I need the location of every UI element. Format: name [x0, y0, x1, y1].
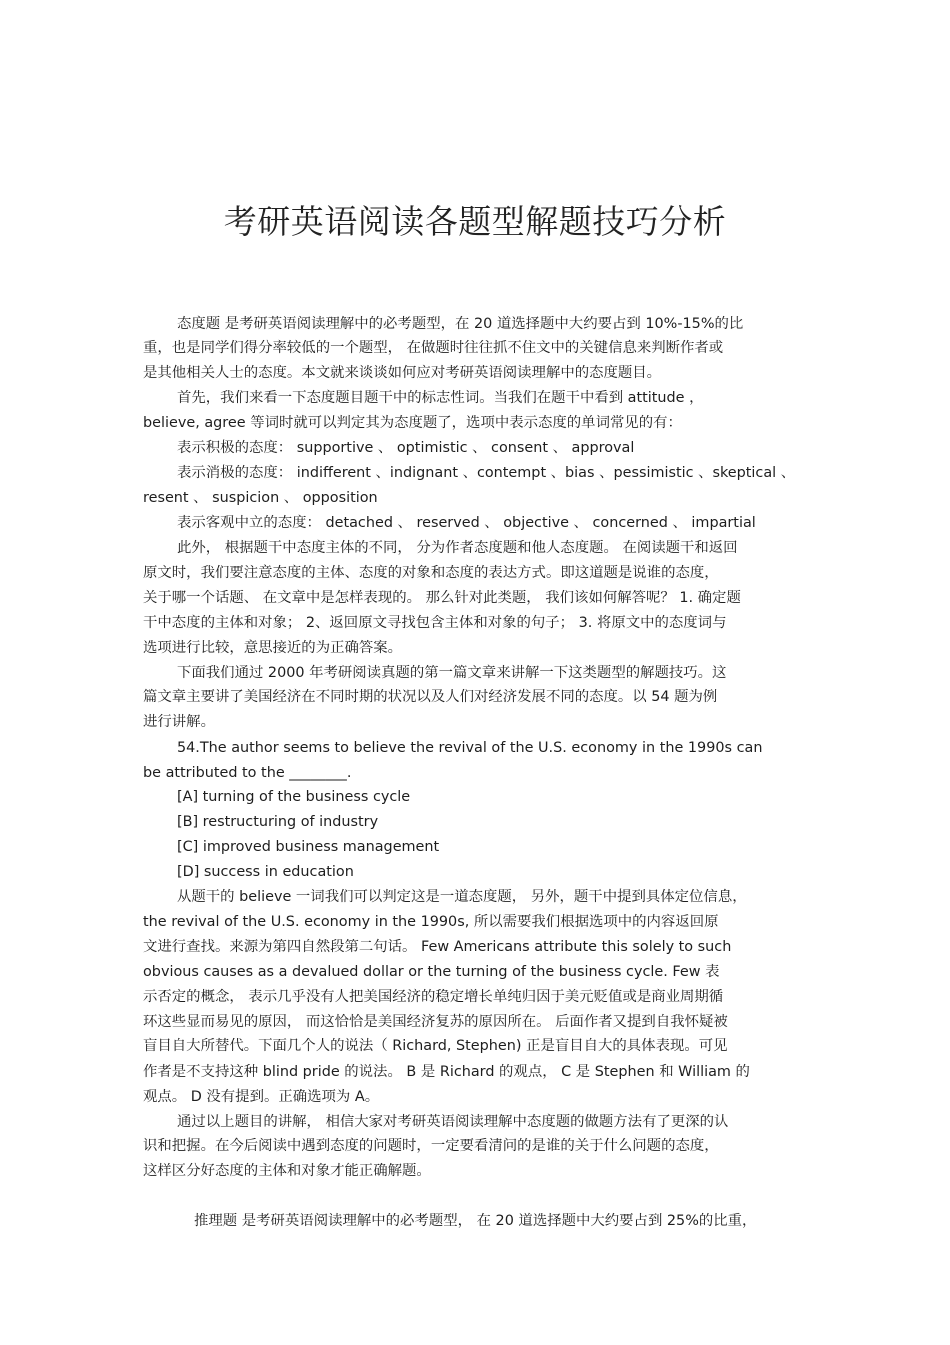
body-line: 环这些显而易见的原因， 而这恰恰是美国经济复苏的原因所在。 后面作者又提到自我怀疑被: [143, 1014, 728, 1030]
body-line: 表示客观中立的态度： detached 、 reserved 、 objective 、 concerned 、 impartial: [177, 515, 756, 531]
body-line: 文进行查找。来源为第四自然段第二句话。 Few Americans attribute this solely to such: [143, 939, 732, 955]
body-line: 示否定的概念， 表示几乎没有人把美国经济的稳定增长单纯归因于美元贬值或是商业周期循: [143, 989, 724, 1005]
body-line: 表示积极的态度： supportive 、 optimistic 、 consent 、 approval: [177, 440, 635, 456]
document-title: 考研英语阅读各题型解题技巧分析: [223, 202, 727, 241]
body-line: 通过以上题目的讲解， 相信大家对考研英语阅读理解中态度题的做题方法有了更深的认: [177, 1114, 729, 1130]
body-line: 此外， 根据题干中态度主体的不同， 分为作者态度题和他人态度题。 在阅读题干和返回: [177, 540, 738, 556]
body-line: 作者是不支持这种 blind pride 的说法。 B 是 Richard 的观点， C 是 Stephen 和 William 的: [143, 1064, 750, 1080]
body-line: 观点。 D 没有提到。正确选项为 A。: [143, 1089, 380, 1105]
body-line: 这样区分好态度的主体和对象才能正确解题。: [143, 1163, 431, 1179]
body-line: 干中态度的主体和对象； 2、返回原文寻找包含主体和对象的句子； 3. 将原文中的态度词与: [143, 615, 727, 631]
body-line: 54.The author seems to believe the revival of the U.S. economy in the 1990s can: [177, 740, 763, 756]
body-line: be attributed to the ________.: [143, 765, 352, 781]
body-line: the revival of the U.S. economy in the 1990s, 所以需要我们根据选项中的内容返回原: [143, 914, 719, 930]
body-line: [A] turning of the business cycle: [177, 789, 411, 805]
body-line: 进行讲解。: [143, 714, 215, 730]
body-line: 下面我们通过 2000 年考研阅读真题的第一篇文章来讲解一下这类题型的解题技巧。这: [177, 665, 727, 681]
body-line: 关于哪一个话题、 在文章中是怎样表现的。 那么针对此类题， 我们该如何解答呢？ 1. 确定题: [143, 590, 741, 606]
body-line: 推理题 是考研英语阅读理解中的必考题型， 在 20 道选择题中大约要占到 25%的比重，: [194, 1213, 757, 1229]
body-line: [D] success in education: [177, 864, 354, 880]
body-line: [B] restructuring of industry: [177, 814, 379, 830]
body-line: 识和把握。在今后阅读中遇到态度的问题时，一定要看清问的是谁的关于什么问题的态度，: [143, 1138, 719, 1154]
body-line: 态度题 是考研英语阅读理解中的必考题型，在 20 道选择题中大约要占到 10%-15%的比: [177, 316, 744, 332]
body-line: 选项进行比较，意思接近的为正确答案。: [143, 640, 403, 656]
body-line: believe, agree 等词时就可以判定其为态度题了，选项中表示态度的单词常见的有：: [143, 415, 682, 431]
body-line: 表示消极的态度： indifferent 、indignant 、contempt 、bias 、pessimistic 、skeptical 、: [177, 465, 796, 481]
body-line: 原文时，我们要注意态度的主体、态度的对象和态度的表达方式。即这道题是说谁的态度，: [143, 565, 719, 581]
body-line: 重，也是同学们得分率较低的一个题型， 在做题时往往抓不住文中的关键信息来判断作者或: [143, 340, 724, 356]
body-line: 篇文章主要讲了美国经济在不同时期的状况以及人们对经济发展不同的态度。以 54 题为例: [143, 689, 718, 705]
body-line: [C] improved business management: [177, 839, 440, 855]
body-line: resent 、 suspicion 、 opposition: [143, 490, 378, 506]
body-line: 首先，我们来看一下态度题目题干中的标志性词。当我们在题干中看到 attitude ，: [177, 390, 704, 406]
body-line: obvious causes as a devalued dollar or the turning of the business cycle. Few 表: [143, 964, 720, 980]
body-line: 从题干的 believe 一词我们可以判定这是一道态度题， 另外，题干中提到具体定位信息，: [177, 889, 747, 905]
body-line: 是其他相关人士的态度。本文就来谈谈如何应对考研英语阅读理解中的态度题目。: [143, 365, 662, 381]
body-line: 盲目自大所替代。下面几个人的说法（ Richard, Stephen) 正是盲目自大的具体表现。可见: [143, 1038, 728, 1054]
